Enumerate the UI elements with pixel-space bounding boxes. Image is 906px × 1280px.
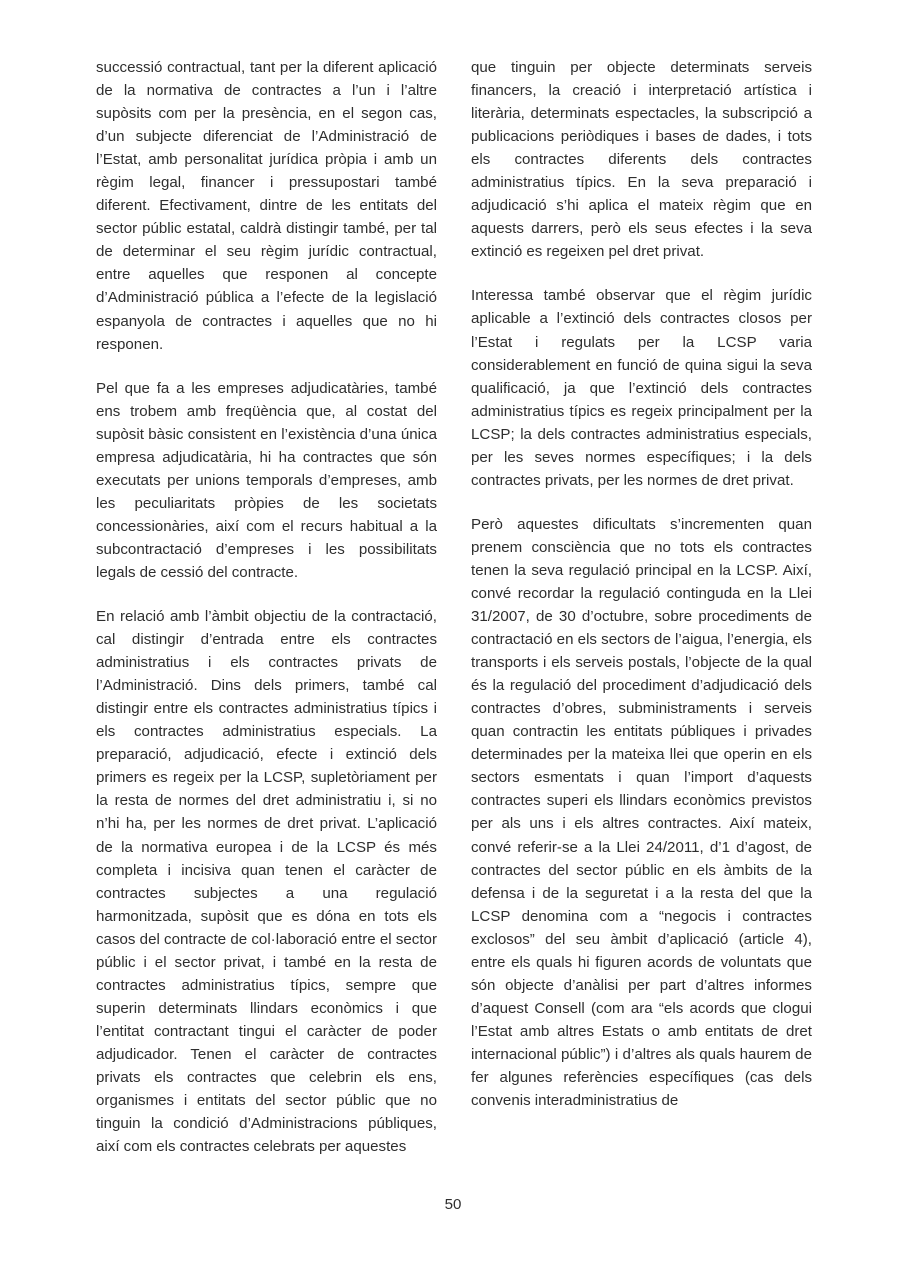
paragraph: En relació amb l’àmbit objectiu de la contractació, cal distingir d’entrada entre els contractes administratius i els contractes privats de l’Administració. Dins dels primers, també cal distingir entre els contractes administratius típics i els contractes administratius especials. La preparació, adjudicació, efecte i extinció dels primers es regeix per la LCSP, supletòriament per la resta de normes del dret administratiu i, si no n’hi ha, per les normes de dret privat. L’aplicació de la normativa europea i de la LCSP és més completa i incisiva quan tenen el caràcter de contractes subjectes a una regulació harmonitzada, supòsit que es dóna en tots els casos del contracte de col·laboració entre el sector públic i el sector privat, i també en la resta de contractes administratius típics, sempre que superin determinats llindars econòmics i que l’entitat contractant tingui el caràcter de poder adjudicador. Tenen el caràcter de contractes privats els contractes que celebrin els ens, organismes i entitats del sector públic que no tinguin la condició d’Administracions públiques, així com els contractes celebrats per aquestes: [96, 608, 437, 1156]
paragraph: que tinguin per objecte determinats serveis financers, la creació i interpretació artística i literària, determinats espectacles, la subscripció a publicacions periòdiques i bases de dades, i tots els contractes diferents dels contractes administratius típics. En la seva preparació i adjudicació s’hi aplica el mateix règim que en aquests darrers, però els seus efectes i la seva extinció es regeixen pel dret privat.: [471, 59, 812, 261]
page-number: 50: [444, 1196, 462, 1213]
paragraph: Però aquestes dificultats s’incrementen quan prenem consciència que no tots els contractes tenen la seva regulació principal en la LCSP. Així, convé recordar la regulació continguda en la Llei 31/2007, de 30 d’octubre, sobre procediments de contractació en els sectors de l’aigua, l’energia, els transports i els serveis postals, l’objecte de la qual és la regulació del procediment d’adjudicació dels contractes d’obres, subministraments i serveis quan contractin les entitats públiques i privades determinades per la mateixa llei que operin en els sectors esmentats i quan l’import d’aquests contractes superi els llindars econòmics previstos per als uns i els altres contractes. Així mateix, convé referir-se a la Llei 24/2011, d’1 d’agost, de contractes del sector públic en els àmbits de la defensa i de la seguretat i a la resta del que la LCSP denomina com a “negocis i contractes exclosos” del seu àmbit d’aplicació (article 4), entre els quals hi figuren acords de voluntats que són objecte d’anàlisi per part d’altres informes d’aquest Consell (com ara “els acords que clogui l’Estat amb altres Estats o amb entitats de dret internacional públic”) i d’altres als quals haurem de fer algunes referències específiques (cas dels convenis interadministratius de: [471, 515, 812, 1110]
right-column: [471, 56, 812, 1112]
paragraph: successió contractual, tant per la diferent aplicació de la normativa de contractes a l’un i l’altre supòsits com per la presència, en el segon cas, d’un subjecte diferenciat de l’Administració de l’Estat, amb personalitat jurídica pròpia i amb un règim legal, financer i pressupostari també diferent. Efectivament, dintre de les entitats del sector públic estatal, caldrà distingir també, per tal de determinar el seu règim jurídic contractual, entre aquelles que responen al concepte d’Administració pública a l’efecte de la legislació espanyola de contractes i aquelles que no hi responen.: [96, 59, 437, 353]
two-column-body: [96, 56, 812, 1166]
paragraph: Interessa també observar que el règim jurídic aplicable a l’extinció dels contractes closos per l’Estat i regulats per la LCSP varia considerablement en funció de quina sigui la seva qualificació, ja que l’extinció dels contractes administratius típics es regeix principalment per la LCSP; la dels contractes administratius especials, per les seves normes específiques; i la dels contractes privats, per les normes de dret privat.: [471, 287, 812, 489]
paragraph: Pel que fa a les empreses adjudicatàries, també ens trobem amb freqüència que, al costat del supòsit bàsic consistent en l’existència d’una única empresa adjudicatària, hi ha contractes que són executats per unions temporals d’empreses, amb les peculiaritats pròpies de les societats concessionàries, així com el recurs habitual a la subcontractació d’empreses i les possibilitats legals de cessió del contracte.: [96, 379, 437, 581]
left-column: [96, 56, 437, 1158]
